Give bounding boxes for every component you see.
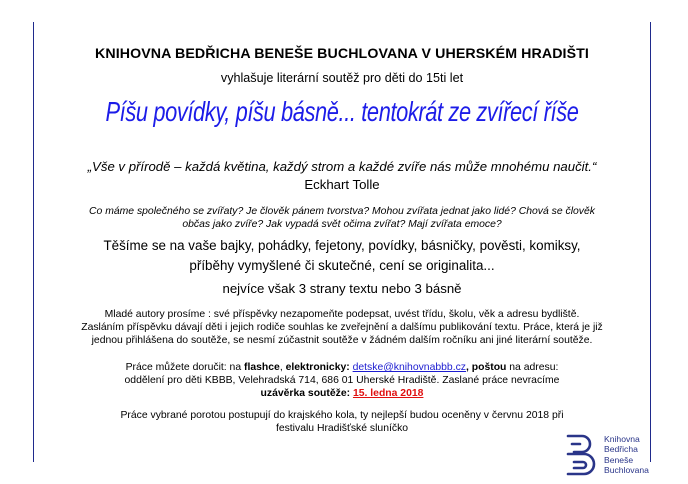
left-border-line [33, 22, 34, 462]
delivery-address: oddělení pro děti KBBB, Velehradská 714, 686 01 Uherské Hradiště. Zaslané práce nevracíme [124, 375, 560, 386]
rules-line: jednou přihlášena do soutěže, se nesmí zúčastnit soutěže v žádném dalším ročníku ani jiné literární soutěže. [91, 335, 593, 346]
delivery-post-tail: na adresu: [506, 362, 559, 373]
delivery-intro: Práce můžete doručit: na [125, 362, 245, 373]
rules-block [36, 308, 648, 347]
contest-headline: Píšu povídky, píšu básně... tentokrát ze zvířecí říše [105, 96, 579, 127]
logo-line: Bedřicha [604, 444, 638, 455]
rules-line: Mladé autory prosíme : své příspěvky nezapomeňte podepsat, uvést třídu, školu, věk a adresu bydliště. [104, 309, 580, 320]
deadline-date: 15. ledna 2018 [352, 388, 424, 399]
questions-line: občas jako zvíře? Jak vypadá svět očima zvířat? Mají zvířata emoce? [182, 219, 502, 230]
rules-line: Zasláním příspěvku dávají děti i jejich rodiče souhlas ke zveřejnění a dalšímu publikování textu. Práce, která je již [81, 322, 603, 333]
delivery-flash: flashce [244, 362, 280, 373]
announcement-subtitle: vyhlašuje literární soutěž pro děti do 15ti let [220, 71, 464, 85]
right-border-line [650, 22, 651, 462]
logo-text [604, 434, 649, 476]
questions-block [36, 205, 648, 231]
delivery-sep: , [279, 362, 286, 373]
quote-text: „Vše v přírodě – každá květina, každý strom a každé zvíře nás může mnohému naučit.“ [87, 159, 597, 174]
library-title: KNIHOVNA BEDŘICHA BENEŠE BUCHLOVANA V UHERSKÉM HRADIŠTI [95, 46, 589, 62]
delivery-electronic: elektronicky: [285, 362, 350, 373]
invitation-block [36, 236, 648, 276]
logo-line: Beneše [604, 454, 634, 465]
delivery-line [36, 361, 648, 374]
deadline-line [36, 387, 648, 400]
logo-line: Knihovna [604, 434, 640, 444]
invitation-line: Těšíme se na vaše bajky, pohádky, fejetony, povídky, básničky, pověsti, komiksy, [103, 238, 581, 253]
delivery-block [36, 361, 648, 400]
results-line: Práce vybrané porotou postupují do krajského kola, ty nejlepší budou oceněny v červnu 2018 při [120, 410, 564, 421]
length-limit: nejvíce však 3 strany textu nebo 3 básně [222, 281, 462, 296]
email-link[interactable]: detske@knihovnabbb.cz [352, 362, 466, 373]
results-block [36, 409, 648, 435]
invitation-line: příběhy vymyšlené či skutečné, cení se originalita... [189, 258, 495, 273]
library-logo [566, 432, 666, 476]
results-line: festivalu Hradišťské sluníčko [275, 423, 409, 434]
delivery-post: , poštou [465, 362, 507, 373]
quote-author: Eckhart Tolle [304, 177, 380, 192]
questions-line: Co máme společného se zvířaty? Je člověk pánem tvorstva? Mohou zvířata jednat jako lidé? Chová se člověk [89, 206, 595, 217]
deadline-label: uzávěrka soutěže: [260, 388, 351, 399]
library-logo-icon [566, 432, 598, 476]
logo-line: Buchlovana [604, 465, 649, 476]
